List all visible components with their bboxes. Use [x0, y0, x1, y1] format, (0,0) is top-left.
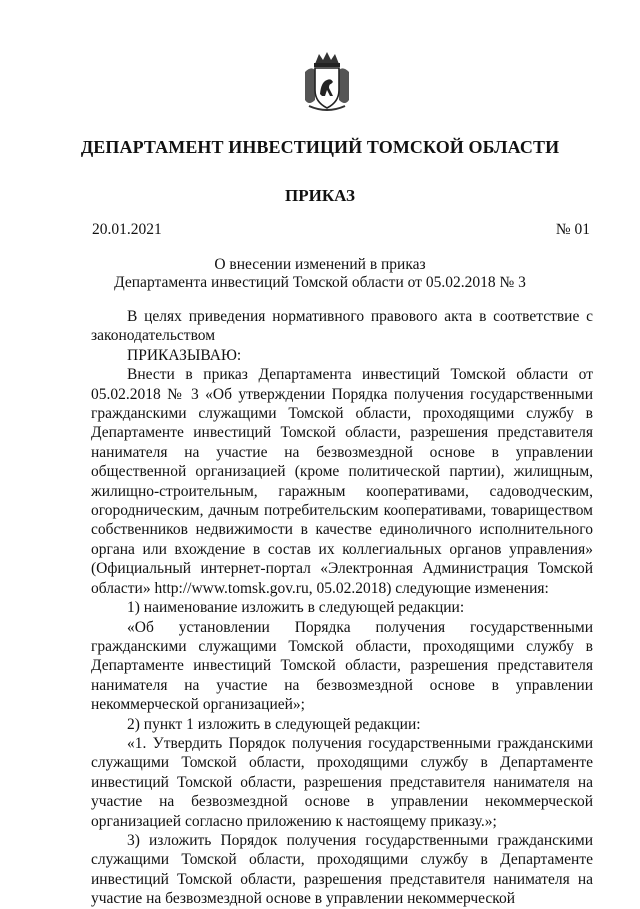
document-type: ПРИКАЗ: [285, 186, 355, 205]
paragraph-item-3: 3) изложить Порядок получения государственными гражданскими служащими Томской области, проходящими службу в Департаменте инвестиций Томской области, разрешения представителя нанимателя на участие на безвозмездной основе в управлении некоммерческой: [91, 831, 593, 908]
document-date: 20.01.2021: [92, 221, 162, 238]
paragraph-item-2: 2) пункт 1 изложить в следующей редакции:: [127, 715, 421, 733]
document-number: № 01: [555, 221, 590, 238]
department-title: ДЕПАРТАМЕНТ ИНВЕСТИЦИЙ ТОМСКОЙ ОБЛАСТИ: [80, 137, 560, 157]
subject-line-1: О внесении изменений в приказ: [214, 256, 426, 273]
paragraph-preamble: В целях приведения нормативного правового акта в соответствие с законодательством: [91, 308, 593, 345]
paragraph-amend: Внести в приказ Департамента инвестиций Томской области от 05.02.2018 № 3 «Об утверждении Порядка получения государственными гражданскими служащими Томской области, проходящими службу в Департаменте инвестиций Томской области, разрешения представителя нанимателя на участие на безвозмездной основе в управлении общественной организацией (кроме политической партии), жилищным, жилищно-строительным, гаражным кооперативами, садоводческим, огородническим, дачным потребительским кооперативами, товариществом собственников недвижимости в качестве единоличного исполнительного органа или вхождение в состав их коллегиальных органов управления» (Официальный интернет-портал «Электронная Администрация Томской области» http://www.tomsk.gov.ru, 05.02.2018) следующие изменения:: [91, 366, 593, 597]
paragraph-item-1: 1) наименование изложить в следующей редакции:: [127, 599, 465, 617]
document-subject: [0, 256, 640, 292]
paragraph-item-2-text: «1. Утвердить Порядок получения государственными гражданскими служащими Томской области, проходящими службу в Департаменте инвестиций Томской области, разрешения представителя нанимателя на участие на безвозмездной основе в управлении некоммерческой организацией согласно приложению к настоящему приказу.»;: [91, 734, 593, 830]
subject-line-2: Департамента инвестиций Томской области от 05.02.2018 № 3: [114, 274, 526, 291]
paragraph-order: ПРИКАЗЫВАЮ:: [127, 346, 242, 364]
document-body: [91, 307, 593, 909]
tomsk-region-coat-of-arms-icon: [301, 50, 353, 112]
paragraph-item-1-text: «Об установлении Порядка получения государственными гражданскими служащими Томской области, проходящими службу в Департаменте инвестиций Томской области, разрешения представителя нанимателя на участие на безвозмездной основе в управлении некоммерческой организацией»;: [91, 618, 593, 714]
